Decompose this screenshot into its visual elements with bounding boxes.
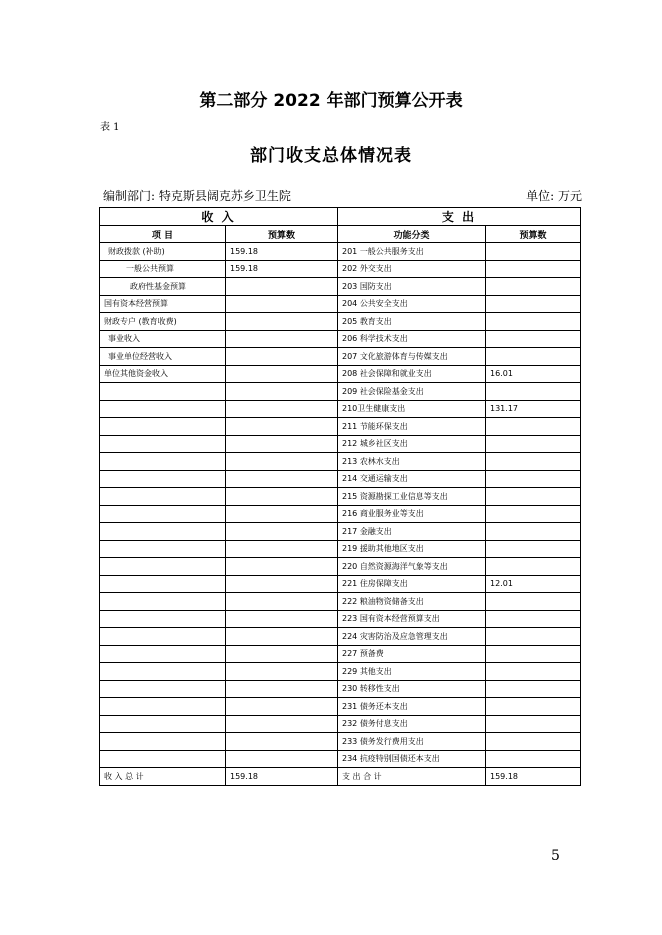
- income-item-cell: [100, 505, 226, 523]
- expense-function-cell: 231 债务还本支出: [338, 698, 486, 716]
- income-budget-cell: [226, 540, 338, 558]
- income-budget-cell: [226, 558, 338, 576]
- income-budget-cell: 159.18: [226, 243, 338, 261]
- expense-total-value: 159.18: [486, 768, 581, 786]
- table-title: 部门收支总体情况表: [250, 146, 412, 166]
- table-row: [100, 715, 581, 733]
- expense-function-cell: 217 金融支出: [338, 523, 486, 541]
- table-row: [100, 365, 581, 383]
- expense-function-cell: 212 城乡社区支出: [338, 435, 486, 453]
- income-total-value: 159.18: [226, 768, 338, 786]
- table-row: [100, 260, 581, 278]
- income-budget-cell: [226, 663, 338, 681]
- expense-function-cell: 206 科学技术支出: [338, 330, 486, 348]
- expense-budget-cell: [486, 348, 581, 366]
- expense-total-label: 支 出 合 计: [338, 768, 486, 786]
- expense-budget-cell: [486, 628, 581, 646]
- expense-function-cell: 208 社会保障和就业支出: [338, 365, 486, 383]
- expense-function-cell: 213 农林水支出: [338, 453, 486, 471]
- expense-function-cell: 219 援助其他地区支出: [338, 540, 486, 558]
- expense-function-cell: 215 资源勘探工业信息等支出: [338, 488, 486, 506]
- expense-budget-cell: 16.01: [486, 365, 581, 383]
- expense-budget-cell: [486, 435, 581, 453]
- income-budget-cell: [226, 645, 338, 663]
- income-item-cell: 政府性基金预算: [100, 278, 226, 296]
- col-budget-header: 预算数: [226, 226, 338, 243]
- expense-budget-cell: [486, 523, 581, 541]
- expense-function-cell: 233 债务发行费用支出: [338, 733, 486, 751]
- table-row: [100, 610, 581, 628]
- expense-function-cell: 224 灾害防治及应急管理支出: [338, 628, 486, 646]
- expense-budget-cell: 12.01: [486, 575, 581, 593]
- table-row: [100, 645, 581, 663]
- expense-function-cell: 204 公共安全支出: [338, 295, 486, 313]
- income-item-cell: [100, 593, 226, 611]
- table-row: [100, 663, 581, 681]
- table-row: [100, 680, 581, 698]
- income-budget-cell: [226, 715, 338, 733]
- income-budget-cell: [226, 750, 338, 768]
- income-budget-cell: [226, 733, 338, 751]
- income-item-cell: [100, 540, 226, 558]
- table-row: [100, 698, 581, 716]
- expense-budget-cell: [486, 645, 581, 663]
- expense-budget-cell: [486, 243, 581, 261]
- expense-function-cell: 214 交通运输支出: [338, 470, 486, 488]
- income-item-cell: [100, 523, 226, 541]
- income-item-cell: 事业单位经营收入: [100, 348, 226, 366]
- table-row: [100, 418, 581, 436]
- income-budget-cell: [226, 523, 338, 541]
- income-item-cell: [100, 715, 226, 733]
- expense-budget-cell: [486, 313, 581, 331]
- budget-table: [99, 207, 581, 786]
- table-row: [100, 505, 581, 523]
- expense-function-cell: 227 预备费: [338, 645, 486, 663]
- expense-budget-cell: [486, 558, 581, 576]
- expense-budget-cell: [486, 383, 581, 401]
- income-item-cell: 财政拨款 (补助): [100, 243, 226, 261]
- col-item-header: 项 目: [100, 226, 226, 243]
- income-item-cell: [100, 663, 226, 681]
- expense-function-cell: 229 其他支出: [338, 663, 486, 681]
- income-budget-cell: [226, 470, 338, 488]
- income-budget-cell: [226, 505, 338, 523]
- income-item-cell: [100, 418, 226, 436]
- table-row: [100, 243, 581, 261]
- total-row: [100, 768, 581, 786]
- income-item-cell: [100, 558, 226, 576]
- table-row: [100, 593, 581, 611]
- expense-function-cell: 203 国防支出: [338, 278, 486, 296]
- expense-function-cell: 232 债务付息支出: [338, 715, 486, 733]
- table-row: [100, 313, 581, 331]
- table-row: [100, 488, 581, 506]
- table-row: [100, 453, 581, 471]
- expense-function-cell: 221 住房保障支出: [338, 575, 486, 593]
- expense-budget-cell: [486, 470, 581, 488]
- income-total-label: 收 入 总 计: [100, 768, 226, 786]
- expense-budget-cell: [486, 453, 581, 471]
- expense-budget-cell: [486, 488, 581, 506]
- income-budget-cell: [226, 680, 338, 698]
- income-item-cell: [100, 610, 226, 628]
- column-header-row: [100, 226, 581, 243]
- expense-budget-cell: [486, 750, 581, 768]
- expense-function-cell: 220 自然资源海洋气象等支出: [338, 558, 486, 576]
- group-header-row: [100, 208, 581, 226]
- income-budget-cell: [226, 313, 338, 331]
- income-item-cell: [100, 645, 226, 663]
- expense-function-cell: 209 社会保险基金支出: [338, 383, 486, 401]
- income-budget-cell: [226, 348, 338, 366]
- income-budget-cell: [226, 593, 338, 611]
- income-item-cell: 单位其他资金收入: [100, 365, 226, 383]
- table-row: [100, 278, 581, 296]
- expense-budget-cell: [486, 295, 581, 313]
- table-row: [100, 400, 581, 418]
- income-item-cell: [100, 435, 226, 453]
- expense-budget-cell: [486, 698, 581, 716]
- expense-budget-cell: [486, 610, 581, 628]
- expense-function-cell: 202 外交支出: [338, 260, 486, 278]
- table-number: 表 1: [100, 122, 120, 133]
- income-item-cell: [100, 400, 226, 418]
- income-item-cell: [100, 488, 226, 506]
- expense-function-cell: 234 抗疫特别国债还本支出: [338, 750, 486, 768]
- expense-function-cell: 230 转移性支出: [338, 680, 486, 698]
- income-item-cell: 财政专户 (教育收费): [100, 313, 226, 331]
- income-budget-cell: [226, 400, 338, 418]
- col-budget2-header: 预算数: [486, 226, 581, 243]
- income-header: 收 入: [100, 208, 338, 226]
- income-item-cell: [100, 680, 226, 698]
- income-item-cell: [100, 698, 226, 716]
- table-row: [100, 470, 581, 488]
- table-row: [100, 348, 581, 366]
- unit-label: 单位: 万元: [526, 189, 582, 203]
- expense-budget-cell: [486, 715, 581, 733]
- expense-budget-cell: [486, 593, 581, 611]
- income-budget-cell: [226, 575, 338, 593]
- income-item-cell: [100, 733, 226, 751]
- income-item-cell: [100, 750, 226, 768]
- expense-budget-cell: [486, 540, 581, 558]
- income-budget-cell: [226, 628, 338, 646]
- income-budget-cell: [226, 278, 338, 296]
- col-function-header: 功能分类: [338, 226, 486, 243]
- income-budget-cell: [226, 453, 338, 471]
- table-row: [100, 750, 581, 768]
- expense-function-cell: 222 粮油物资储备支出: [338, 593, 486, 611]
- expense-function-cell: 205 教育支出: [338, 313, 486, 331]
- income-budget-cell: [226, 383, 338, 401]
- table-row: [100, 295, 581, 313]
- income-item-cell: 事业收入: [100, 330, 226, 348]
- expense-function-cell: 216 商业服务业等支出: [338, 505, 486, 523]
- expense-function-cell: 201 一般公共服务支出: [338, 243, 486, 261]
- table-row: [100, 575, 581, 593]
- income-budget-cell: [226, 698, 338, 716]
- expense-function-cell: 210卫生健康支出: [338, 400, 486, 418]
- income-item-cell: [100, 453, 226, 471]
- department-label: 编制部门: 特克斯县阔克苏乡卫生院: [103, 189, 291, 203]
- income-item-cell: [100, 628, 226, 646]
- expense-budget-cell: [486, 418, 581, 436]
- income-budget-cell: 159.18: [226, 260, 338, 278]
- table-row: [100, 733, 581, 751]
- table-row: [100, 435, 581, 453]
- expense-budget-cell: [486, 680, 581, 698]
- page-title: 第二部分 2022 年部门预算公开表: [199, 91, 463, 111]
- income-item-cell: [100, 470, 226, 488]
- table-row: [100, 523, 581, 541]
- expense-header: 支 出: [338, 208, 581, 226]
- expense-budget-cell: [486, 330, 581, 348]
- income-item-cell: [100, 383, 226, 401]
- expense-budget-cell: [486, 505, 581, 523]
- table-row: [100, 540, 581, 558]
- income-item-cell: 一般公共预算: [100, 260, 226, 278]
- table-row: [100, 383, 581, 401]
- income-item-cell: [100, 575, 226, 593]
- income-budget-cell: [226, 295, 338, 313]
- income-budget-cell: [226, 330, 338, 348]
- expense-budget-cell: 131.17: [486, 400, 581, 418]
- income-budget-cell: [226, 610, 338, 628]
- expense-budget-cell: [486, 260, 581, 278]
- income-budget-cell: [226, 435, 338, 453]
- income-item-cell: 国有资本经营预算: [100, 295, 226, 313]
- table-row: [100, 558, 581, 576]
- table-row: [100, 330, 581, 348]
- expense-function-cell: 223 国有资本经营预算支出: [338, 610, 486, 628]
- income-budget-cell: [226, 365, 338, 383]
- income-budget-cell: [226, 418, 338, 436]
- expense-function-cell: 207 文化旅游体育与传媒支出: [338, 348, 486, 366]
- expense-budget-cell: [486, 278, 581, 296]
- expense-function-cell: 211 节能环保支出: [338, 418, 486, 436]
- expense-budget-cell: [486, 663, 581, 681]
- expense-budget-cell: [486, 733, 581, 751]
- income-budget-cell: [226, 488, 338, 506]
- page-number: 5: [551, 848, 560, 864]
- table-row: [100, 628, 581, 646]
